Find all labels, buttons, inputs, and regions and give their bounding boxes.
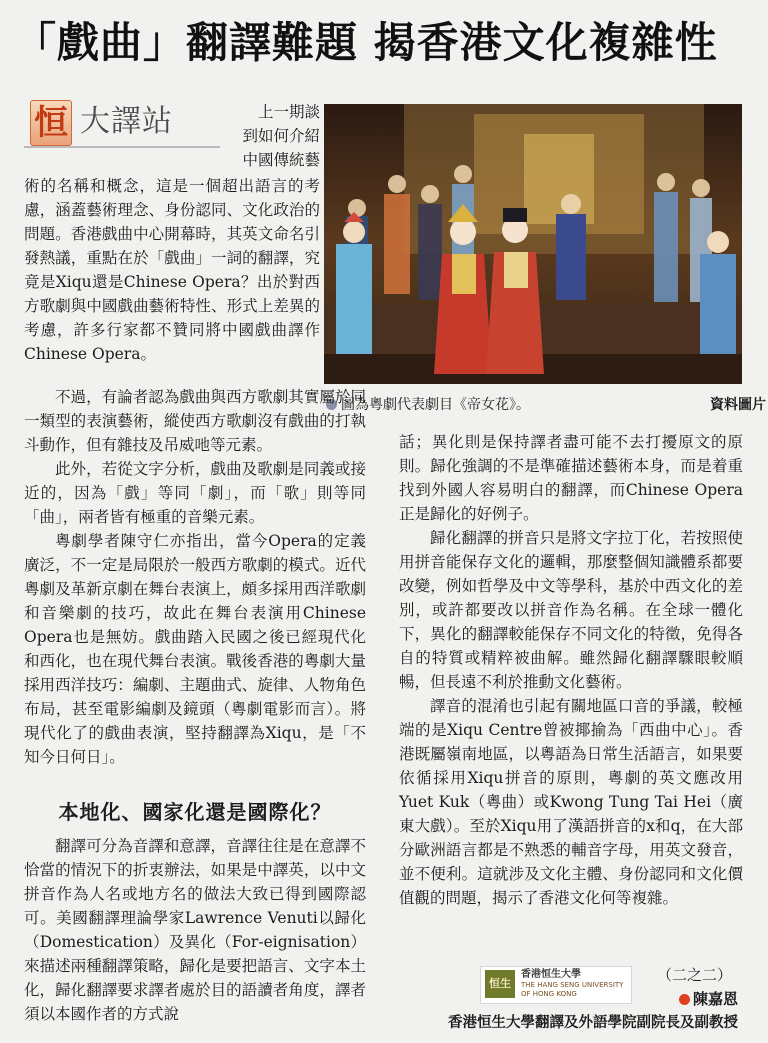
paragraph: 此外，若從文字分析，戲曲及歌劇是同義或接近的，因為「戲」等同「劇」，而「歌」則等同「曲」，兩者皆有極重的音樂元素。 (24, 460, 366, 526)
section-heading: 本地化、國家化還是國際化？ (58, 800, 332, 824)
intro-line: 到如何介紹 (242, 127, 320, 145)
author-bullet-icon (679, 994, 690, 1005)
photo-caption (326, 394, 766, 416)
university-logo (480, 966, 632, 1004)
author-affiliation: 香港恒生大學翻譯及外語學院副院長及副教授 (448, 1015, 738, 1031)
logo-char: 恒 (34, 103, 68, 143)
intro-line: 中國傳統藝 (242, 151, 320, 169)
article-left-column (24, 385, 366, 769)
article-intro (24, 174, 320, 366)
logo-mark (30, 100, 72, 146)
university-name-cn: 香港恒生大學 (521, 969, 581, 980)
paragraph: 話；異化則是保持譯者盡可能不去打擾原文的原則。歸化強調的不是準確描述藝術本身，而是着重找到外國人容易明白的翻譯，而Chinese Opera正是歸化的好例子。 (399, 433, 743, 523)
column-logo (24, 98, 220, 148)
intro-line: 上一期談 (257, 103, 320, 121)
paragraph: 粵劇學者陳守仁亦指出，當今Opera的定義廣泛，不一定是局限於一般西方歌劇的模式。近代粵劇及革新京劇在舞台表演上，頗多採用西洋歌劇和音樂劇的技巧，故此在舞台表演用Chinese Opera也是無妨。戲曲踏入民國之後已經現代化和西化，也在現代舞台表演。戰後香港的粵劇大量採用西洋技巧：編劇、主題曲式、旋律、人物角色布局，甚至電影編劇及鏡頭（粵劇電影而言）。將現代化了的戲曲表演，堅持翻譯為Xiqu，是「不知今日何日」。 (24, 532, 366, 766)
caption-text: 圖為粵劇代表劇目《帝女花》。 (341, 397, 530, 413)
opera-stage-illustration (324, 104, 742, 384)
paragraph: 術的名稱和概念，這是一個超出語言的考慮，涵蓋藝術理念、身份認同、文化政治的問題。香港戲曲中心開幕時，其英文命名引發熱議，重點在於「戲曲」一詞的翻譯，究竟是Xiqu還是Chinese Opera？出於對西方歌劇與中國戲曲藝術特性、形式上差異的考慮，許多行家都不贊同將中國戲曲譯作Chinese Opera。 (24, 177, 320, 363)
series-number: （二之二） (656, 966, 732, 984)
paragraph: 歸化翻譯的拼音只是將文字拉丁化，若按照使用拼音能保存文化的邏輯，那麼整個知識體系都要改變，例如哲學及中文等學科，基於中西文化的差別，或許都要改以拼音作為名稱。在全球一體化下，異化的翻譯較能保存不同文化的特徵，免得各自的特質或精粹被曲解。雖然歸化翻譯驟眼較順暢，但長遠不利於推動文化藝術。 (399, 529, 743, 691)
university-emblem (485, 970, 515, 998)
opera-photo (324, 104, 742, 384)
photo-source: 資料圖片 (710, 397, 766, 413)
author-name (679, 988, 738, 1010)
headline: 「戲曲」翻譯難題 揭香港文化複雜性 (14, 18, 718, 67)
article-right-column (399, 430, 743, 910)
intro-lines (212, 100, 320, 172)
byline (400, 958, 748, 1038)
article-left-column-lower (24, 834, 366, 1026)
university-name-en: OF HONG KONG (521, 990, 577, 998)
column-name: 大譯站 (80, 104, 173, 139)
paragraph: 不過，有論者認為戲曲與西方歌劇其實屬於同一類型的表演藝術，縱使西方歌劇沒有戲曲的打執斗動作，但有雜技及吊威吔等元素。 (24, 388, 366, 454)
paragraph: 翻譯可分為音譯和意譯，音譯往往是在意譯不恰當的情況下的折衷辦法，如果是中譯英，以中文拼音作為人名或地方名的做法大致已得到國際認可。美國翻譯理論學家Lawrence Venuti以歸化（Domestication）及異化（For-eignisation）來描述兩種翻譯策略，歸化是要把語言、文字本土化，歸化翻譯要求譯者處於目的語讀者角度，譯者須以本國作者的方式說 (24, 837, 366, 1023)
author-text: 陳嘉恩 (692, 990, 738, 1008)
paragraph: 譯音的混淆也引起有關地區口音的爭議，較極端的是Xiqu Centre曾被揶揄為「西曲中心」。香港既屬嶺南地區，以粵語為日常生活語言，如果要依循採用Xiqu拼音的原則，粵劇的英文應改用Yuet Kuk（粵曲）或Kwong Tung Tai Hei（廣東大戲）。至於Xiqu用了漢語拼音的x和q，在大部分歐洲語言都是不熟悉的輔音字母，用英文發音，並不便利。這就涉及文化主體、身份認同和文化價值觀的問題，揭示了香港文化何等複雜。 (399, 697, 743, 907)
university-name-en: THE HANG SENG UNIVERSITY (521, 981, 624, 989)
emblem-text: 恒生 (489, 977, 511, 990)
